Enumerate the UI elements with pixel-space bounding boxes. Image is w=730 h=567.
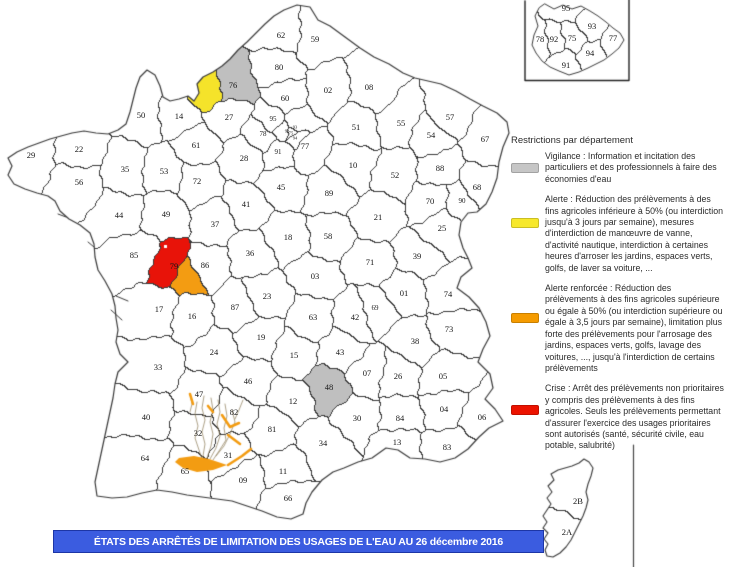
dept-label-58: 58 (323, 231, 333, 241)
dept-label-69: 69 (371, 304, 379, 312)
dept-label-40: 40 (141, 412, 151, 422)
dept-label-52: 52 (390, 170, 400, 180)
dept-label-74: 74 (443, 289, 453, 299)
dept-label-16: 16 (187, 311, 197, 321)
dept-label-46: 46 (243, 376, 253, 386)
dept-label-61: 61 (191, 140, 201, 150)
dept-label-33: 33 (153, 362, 163, 372)
legend-entry-crise (511, 383, 726, 451)
dept-label-25: 25 (437, 223, 447, 233)
dept-label-90: 90 (458, 197, 466, 205)
dept-label-93: 93 (292, 124, 298, 130)
dept-label-19: 19 (256, 332, 266, 342)
dept-label-59: 59 (310, 34, 320, 44)
dept-label-01: 01 (399, 288, 409, 298)
dept-label-75: 75 (567, 33, 577, 43)
dept-label-07: 07 (362, 368, 372, 378)
vigilance-description: Vigilance : Information et incitation des particuliers et des professionnels à faire des économies d'eau (545, 151, 717, 184)
dept-label-56: 56 (74, 177, 84, 187)
dept-label-49: 49 (161, 209, 171, 219)
dept-label-78: 78 (535, 34, 545, 44)
dept-label-63: 63 (308, 312, 318, 322)
dept-label-31: 31 (223, 450, 233, 460)
dept-label-12: 12 (288, 396, 298, 406)
dept-label-26: 26 (393, 371, 403, 381)
crise-description: Crise : Arrêt des prélèvements non prioritaires y compris des prélèvements à des fins agricoles. Seuls les prélèvements permettant d'assurer l'exercice des usages prioritaires sont autorisés (santé, sécurité civile, eau potable, salubrité) (545, 383, 724, 451)
dept-label-28: 28 (239, 153, 249, 163)
dept-label-48: 48 (324, 382, 334, 392)
dept-label-41: 41 (241, 199, 251, 209)
alerte-description: Alerte : Réduction des prélèvements à des fins agricoles inférieure à 50% (ou interdiction jusqu'à 3 jours par semaine), mesures d'interdiction de manœuvre de vanne, d'activité nautique, interdiction à certaines heures d'arroser les jardins, espaces verts, golfs, de laver sa voiture, ... (545, 194, 723, 273)
dept-label-43: 43 (335, 347, 345, 357)
dept-label-02: 02 (323, 85, 333, 95)
dept-label-77: 77 (300, 141, 310, 151)
banner-text: ÉTATS DES ARRÊTÉS DE LIMITATION DES USAGES DE L'EAU AU 26 décembre 2016 (93, 535, 504, 548)
dept-label-77: 77 (608, 33, 618, 43)
dept-label-37: 37 (210, 219, 220, 229)
dept-label-42: 42 (350, 312, 360, 322)
dept-label-45: 45 (276, 182, 286, 192)
dept-label-39: 39 (412, 251, 422, 261)
dept-label-80: 80 (274, 62, 284, 72)
dept-label-95: 95 (269, 115, 277, 123)
dept-label-55: 55 (396, 118, 406, 128)
dept-label-84: 84 (395, 413, 405, 423)
dept-label-22: 22 (74, 144, 84, 154)
dept-label-64: 64 (140, 453, 150, 463)
dept-label-03: 03 (310, 271, 320, 281)
dept-label-91: 91 (561, 60, 571, 70)
dept-label-78: 78 (259, 130, 267, 138)
dept-label-2A: 2A (561, 527, 573, 537)
dept-label-35: 35 (120, 164, 130, 174)
vigilance-color-swatch (511, 163, 539, 173)
dept-label-67: 67 (480, 134, 490, 144)
dept-label-09: 09 (238, 475, 248, 485)
dept-label-85: 85 (129, 250, 139, 260)
dept-label-65: 65 (180, 466, 190, 476)
dept-label-36: 36 (245, 248, 255, 258)
dept-label-34: 34 (318, 438, 328, 448)
dept-label-92: 92 (549, 34, 559, 44)
dept-label-91: 91 (274, 148, 282, 156)
alerte-renforcee-description: Alerte renforcée : Réduction des prélèvements à des fins agricoles supérieure ou égale à 50% (ou interdiction supérieure ou égale à 3,5 jours par semaine), limitation plus forte des prélèvements pour l'arrosage des jardins, espaces verts, golfs, lavage des voitures, ..., jusqu'à l'interdiction de certains prélèvements (545, 283, 723, 373)
dept-label-32: 32 (193, 428, 203, 438)
dept-label-29: 29 (26, 150, 36, 160)
dept-label-95: 95 (561, 3, 571, 13)
dept-label-11: 11 (278, 466, 288, 476)
dept-label-89: 89 (324, 188, 334, 198)
dept-label-2B: 2B (573, 496, 583, 506)
alerte-color-swatch (511, 218, 539, 228)
dept-label-86: 86 (200, 260, 210, 270)
dept-label-44: 44 (114, 210, 124, 220)
dept-label-72: 72 (192, 176, 202, 186)
dept-label-15: 15 (289, 350, 299, 360)
dept-label-87: 87 (230, 302, 240, 312)
dept-label-81: 81 (267, 424, 277, 434)
dept-label-93: 93 (587, 21, 597, 31)
dept-label-23: 23 (262, 291, 272, 301)
dept-label-04: 04 (439, 404, 449, 414)
dept-label-60: 60 (280, 93, 290, 103)
dept-label-76: 76 (228, 80, 238, 90)
dept-label-08: 08 (364, 82, 374, 92)
dept-label-50: 50 (136, 110, 146, 120)
dept-label-06: 06 (477, 412, 487, 422)
alerte-renforcee-color-swatch (511, 313, 539, 323)
dept-label-62: 62 (276, 30, 286, 40)
dept-label-68: 68 (472, 182, 482, 192)
dept-label-30: 30 (352, 413, 362, 423)
dept-label-21: 21 (373, 212, 383, 222)
dept-label-83: 83 (442, 442, 452, 452)
crise-color-swatch (511, 405, 539, 415)
dept-label-73: 73 (444, 324, 454, 334)
dept-label-70: 70 (425, 196, 435, 206)
dept-label-66: 66 (283, 493, 293, 503)
dept-label-57: 57 (445, 112, 455, 122)
dept-label-10: 10 (348, 160, 358, 170)
dept-label-88: 88 (435, 163, 445, 173)
dept-label-24: 24 (209, 347, 219, 357)
dept-label-17: 17 (154, 304, 164, 314)
dept-label-05: 05 (438, 371, 448, 381)
dept-label-14: 14 (174, 111, 184, 121)
dept-label-92: 92 (284, 128, 290, 134)
dept-label-82: 82 (229, 407, 239, 417)
legend-entry-vigilance (511, 151, 726, 185)
dept-label-51: 51 (351, 122, 361, 132)
legend (511, 135, 726, 461)
title-banner (53, 530, 544, 553)
dept-label-27: 27 (224, 112, 234, 122)
dept-label-13: 13 (392, 437, 402, 447)
legend-title: Restrictions par département (511, 135, 633, 146)
dept-label-18: 18 (283, 232, 293, 242)
dept-label-38: 38 (410, 336, 420, 346)
dept-label-94: 94 (292, 135, 298, 141)
legend-entry-alerte-renforcee (511, 283, 726, 374)
dept-label-47: 47 (194, 389, 204, 399)
dept-label-79: 79 (169, 261, 179, 271)
legend-entry-alerte (511, 194, 726, 274)
dept-label-53: 53 (159, 166, 169, 176)
dept-label-71: 71 (365, 257, 375, 267)
dept-label-75: 75 (288, 130, 294, 136)
dept-label-54: 54 (426, 130, 436, 140)
dept-label-94: 94 (585, 48, 595, 58)
